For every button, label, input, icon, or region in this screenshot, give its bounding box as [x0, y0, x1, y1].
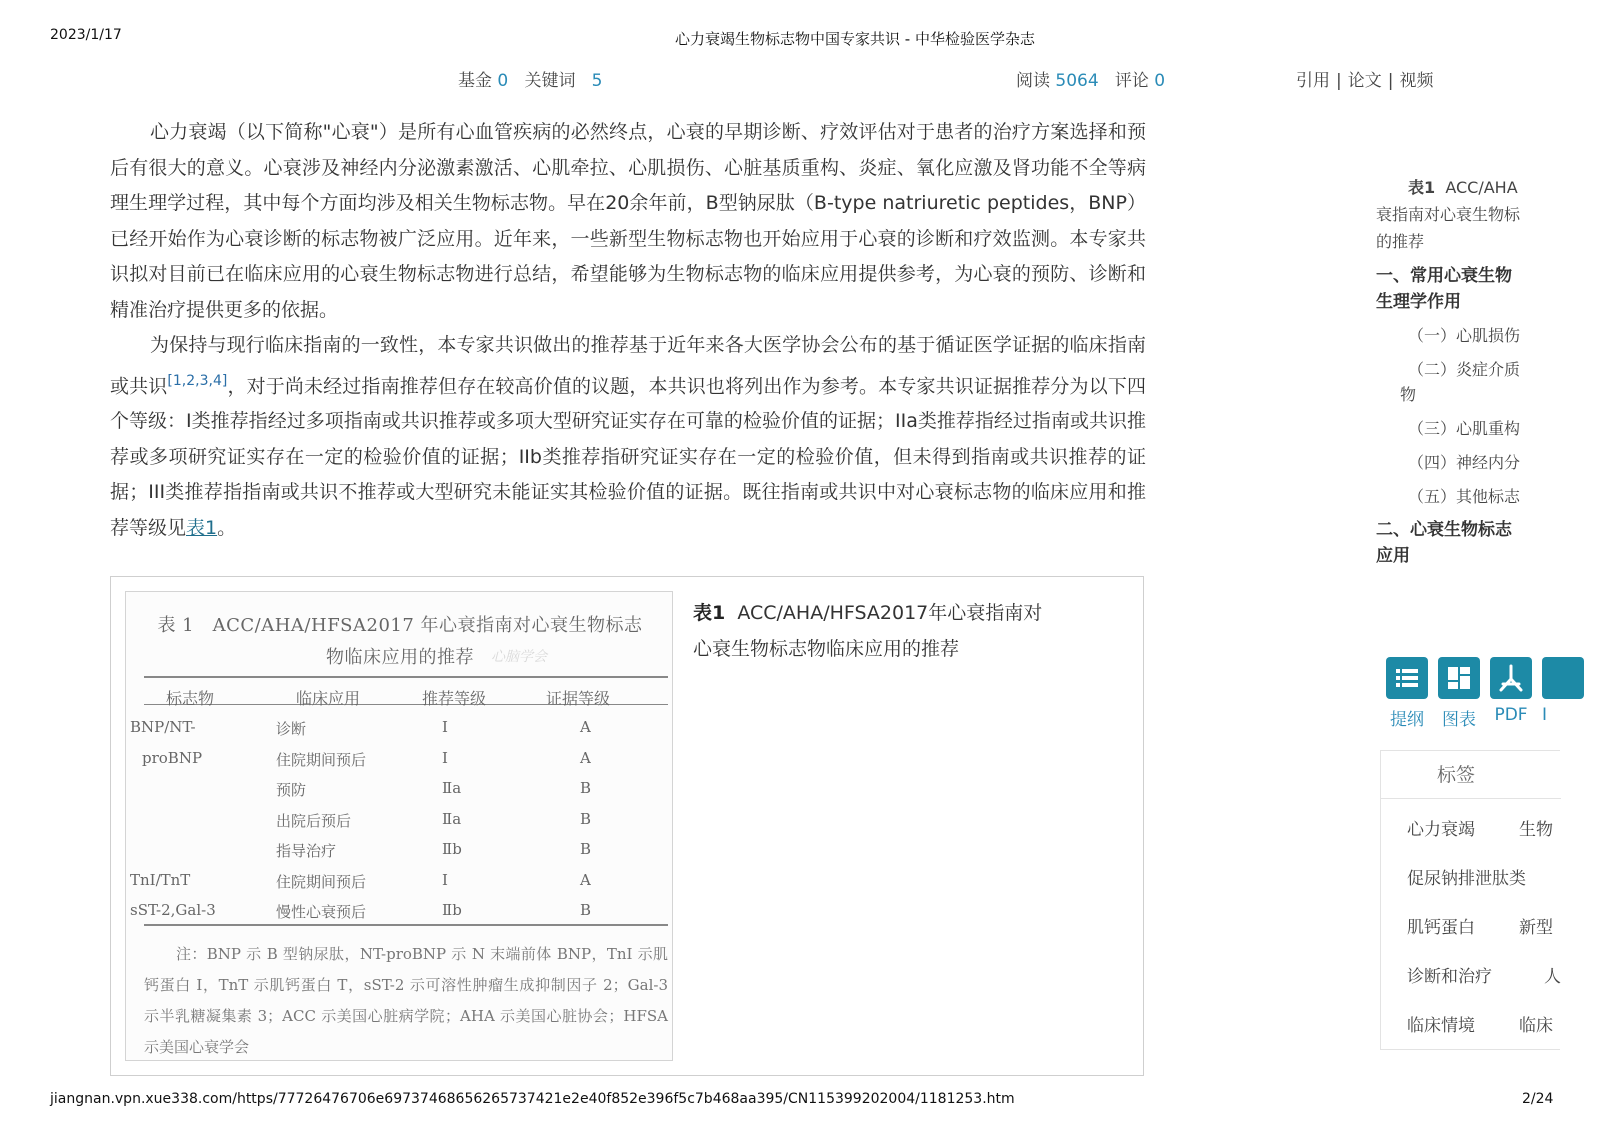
toc-item-5[interactable]: （五）其他标志	[1408, 487, 1521, 506]
table-cell-marker: proBNP	[142, 748, 203, 767]
more-tool-button[interactable]	[1542, 657, 1584, 699]
table-cell-evidence: B	[580, 901, 592, 919]
toc-item-3[interactable]: （三）心肌重构	[1408, 419, 1521, 438]
paragraph-1: 心力衰竭（以下简称"心衰"）是所有心血管疾病的必然终点，心衰的早期诊断、疗效评估对于患者的治疗方案选择和预后有很大的意义。心衰涉及神经内分泌激素激活、心肌牵拉、心肌损伤、心脏基质重构、炎症、氧化应激及肾功能不全等病理生理学过程，其中每个方面均涉及相关生物标志物。早在20余年前，B型钠尿肽（B-type natriuretic peptides，BNP）已经开始作为心衰诊断的标志物被广泛应用。近年来，一些新型生物标志物也开始应用于心衰的诊断和疗效监测。本专家共识拟对目前已在临床应用的心衰生物标志物进行总结，希望能够为生物标志物的临床应用提供参考，为心衰的预防、诊断和精准治疗提供更多的依据。	[110, 121, 1146, 321]
outline-label[interactable]: 提纲	[1390, 710, 1424, 730]
tag-item[interactable]: 生物	[1519, 820, 1553, 840]
grid-icon	[1438, 657, 1480, 699]
table-cell-rec: Ⅱa	[442, 779, 462, 797]
toc-table-label: 表1	[1408, 178, 1436, 197]
fund-label: 基金	[458, 71, 492, 91]
table-image[interactable]	[125, 591, 673, 1061]
tags-title: 标签	[1381, 751, 1561, 799]
pdf-button[interactable]	[1490, 657, 1532, 699]
print-date: 2023/1/17	[50, 27, 122, 43]
table-cell-use: 预防	[276, 781, 307, 799]
table1-link[interactable]: 表1	[186, 516, 218, 539]
figure-box	[110, 576, 1144, 1076]
pdf-icon	[1490, 657, 1532, 699]
separator: |	[1336, 71, 1342, 91]
meta-read-comment	[1016, 66, 1165, 91]
table-title-line1: 表 1 ACC/AHA/HFSA2017 年心衰指南对心衰生物标志	[157, 615, 643, 636]
table-cell-rec: Ⅱb	[442, 901, 462, 919]
fund-count[interactable]: 0	[497, 71, 509, 91]
sidebar-toc-left-edge	[1376, 175, 1400, 595]
table-title-line2: 物临床应用的推荐	[326, 647, 474, 668]
keyword-count[interactable]: 5	[591, 71, 603, 91]
tag-item[interactable]: 心力衰竭	[1407, 820, 1475, 840]
table-cell-use: 出院后预后	[276, 811, 352, 830]
figures-label[interactable]: 图表	[1442, 710, 1476, 730]
cite-link[interactable]: 引用	[1296, 71, 1330, 91]
separator: |	[1387, 71, 1394, 91]
paragraph-2-end: 。	[217, 516, 237, 539]
toc-item-4[interactable]: （四）神经内分	[1408, 453, 1521, 472]
table-top-rule	[144, 676, 668, 678]
video-link[interactable]: 视频	[1399, 71, 1434, 91]
keyword-label: 关键词	[524, 71, 576, 91]
table-header-use: 临床应用	[296, 689, 361, 708]
tag-item[interactable]: 人	[1544, 967, 1561, 987]
table-cell-use: 指导治疗	[276, 842, 337, 860]
footer-page-number: 2/24	[1522, 1091, 1554, 1107]
toc-item-1[interactable]: （一）心肌损伤	[1408, 326, 1521, 345]
toc-table-line1: ACC/AHA	[1445, 178, 1518, 197]
table-header-marker: 标志物	[166, 689, 215, 708]
tags-panel	[1380, 750, 1560, 1050]
table-image-title	[140, 610, 660, 674]
tag-item[interactable]: 临床	[1519, 1016, 1553, 1036]
comment-label: 评论	[1114, 71, 1149, 91]
tag-item[interactable]: 诊断和治疗	[1407, 967, 1492, 987]
watermark: 心脑学会	[491, 649, 547, 665]
pdf-label[interactable]: PDF	[1494, 705, 1528, 725]
reference-links[interactable]: [1,2,3,4]	[167, 372, 228, 389]
table-cell-rec: Ⅰ	[442, 718, 448, 736]
more-tools-clip	[1542, 657, 1556, 737]
outline-button[interactable]	[1386, 657, 1428, 699]
table-header-rec: 推荐等级	[422, 689, 487, 708]
tag-item[interactable]: 新型	[1519, 918, 1553, 938]
paragraph-2-text-cont: ，对于尚未经过指南推荐但存在较高价值的议题，本共识也将列出作为参考。本专家共识证据推荐分为以下四个等级：I类推荐指经过多项指南或共识推荐或多项大型研究证实存在可靠的检验价值的证据；IIa类推荐指经过指南或共识推荐或多项研究证实存在一定的检验价值的证据；IIb类推荐指研究证实存在一定的检验价值，但未得到指南或共识推荐的证据；III类推荐指指南或共识不推荐或大型研究未能证实其检验价值的证据。既往指南或共识中对心衰标志物的临床应用和推荐等级见	[110, 374, 1146, 539]
table-cell-rec: Ⅱb	[442, 840, 462, 858]
toc-table-line2[interactable]: 衰指南对心衰生物标	[1376, 205, 1521, 224]
table-cell-marker: sST-2,Gal-3	[130, 901, 216, 919]
caption-label: 表1	[693, 602, 726, 624]
table-header-evidence: 证据等级	[546, 689, 611, 708]
toc-section-1[interactable]: 一、常用心衰生物	[1376, 266, 1512, 286]
table-note: 注：BNP 示 B 型钠尿肽，NT-proBNP 示 N 末端前体 BNP，TnI 示肌钙蛋白 I，TnT 示肌钙蛋白 T，sST-2 示可溶性肿瘤生成抑制因子 2；Gal-3 示半乳糖凝集素 3；ACC 示美国心脏病学院；AHA 示美国心脏协会；HFSA 示美国心衰学会	[144, 945, 668, 1056]
toc-item-2[interactable]: （二）炎症介质	[1408, 360, 1521, 379]
table-cell-marker: BNP/NT-	[130, 718, 196, 736]
toc-item-2-cont[interactable]: 物	[1400, 385, 1417, 404]
table-cell-evidence: A	[580, 748, 591, 767]
table-cell-rec: Ⅰ	[442, 748, 448, 767]
table-cell-evidence: B	[580, 809, 592, 828]
comment-count[interactable]: 0	[1154, 71, 1166, 91]
toc-section-2[interactable]: 二、心衰生物标志	[1376, 520, 1512, 540]
footer-url: jiangnan.vpn.xue338.com/https/77726476706e69737468656265737421e2e40f852e396f5c7b468aa395/CN115399202004/1181253.htm	[50, 1091, 1015, 1107]
meta-links	[1296, 66, 1433, 91]
caption-line2: 心衰生物标志物临床应用的推荐	[693, 638, 960, 660]
paragraph-2	[110, 328, 1146, 546]
toc-section-2-cont[interactable]: 应用	[1376, 546, 1410, 566]
table-cell-evidence: B	[580, 779, 592, 797]
list-icon	[1386, 657, 1428, 699]
table-cell-use: 慢性心衰预后	[276, 903, 367, 921]
tag-item[interactable]: 肌钙蛋白	[1407, 918, 1475, 938]
paragraph-2-text: 为保持与现行临床指南的一致性，本专家共识做出的推荐基于近年来各大医学协会公布的基于循证医学证据的临床指南或共识	[110, 334, 1146, 397]
table-cell-evidence: A	[580, 870, 591, 889]
sidebar-toc	[1376, 175, 1556, 595]
meta-fund-keywords	[458, 66, 603, 91]
tag-item[interactable]: 促尿钠排泄肽类	[1407, 869, 1526, 889]
table-cell-rec: Ⅰ	[442, 870, 448, 889]
print-title: 心力衰竭生物标志物中国专家共识 - 中华检验医学杂志	[675, 30, 1035, 48]
table-cell-use: 住院期间预后	[276, 872, 367, 891]
table-cell-evidence: A	[580, 718, 591, 736]
table-cell-rec: Ⅱa	[442, 809, 462, 828]
more-tool-label[interactable]: I	[1542, 705, 1548, 725]
toc-table-title[interactable]	[1408, 175, 1608, 201]
read-count: 5064	[1055, 71, 1099, 91]
tag-item[interactable]: 临床情境	[1407, 1016, 1475, 1036]
article-body	[110, 115, 1146, 546]
table-cell-use: 住院期间预后	[276, 750, 367, 769]
toc-section-1-cont[interactable]: 生理学作用	[1376, 292, 1461, 312]
table-cell-marker: TnI/TnT	[130, 870, 191, 889]
paper-link[interactable]: 论文	[1347, 71, 1382, 91]
table-cell-evidence: B	[580, 840, 592, 858]
figures-button[interactable]	[1438, 657, 1480, 699]
read-label: 阅读	[1016, 71, 1050, 91]
figure-caption	[693, 595, 1063, 667]
caption-line1: ACC/AHA/HFSA2017年心衰指南对	[737, 602, 1043, 624]
table-bottom-rule	[144, 924, 668, 926]
toc-table-line3[interactable]: 的推荐	[1376, 232, 1425, 251]
table-cell-use: 诊断	[276, 720, 307, 738]
